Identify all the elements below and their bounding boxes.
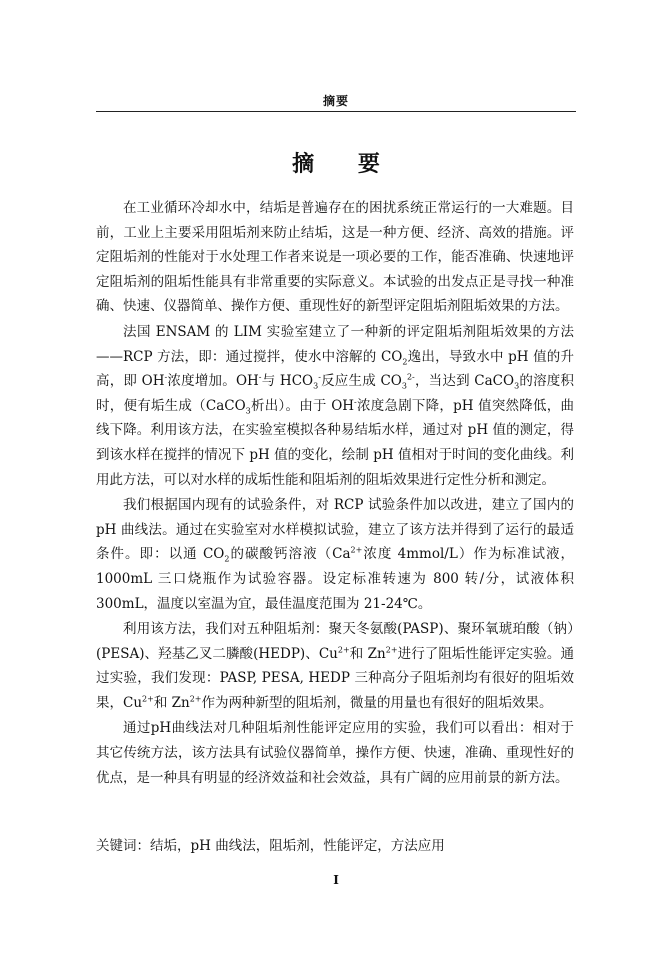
page-title: 摘 要: [292, 151, 398, 177]
paragraph-2: 法国 ENSAM 的 LIM 实验室建立了一种新的评定阻垢剂阻垢效果的方法——RCP 方法，即：通过搅拌，使水中溶解的 $CO_2$逸出，导致水中 pH 值的升高，即 OH-浓度增加。OH-与 $HCO_3^-$反应生成 $CO_3^{2-}$，当达到 CaCO$_3$的溶度积时，便有垢生成（CaCO$_3$析出）。由于 OH-浓度急剧下降，pH 值突然降低，曲线下降。利用该方法，在实验室模拟各种易结垢水样，通过对 pH 值的测定，得到该水样在搅拌的情况下 pH 值的变化，绘制 pH 值相对于时间的变化曲线。利用此方法，可以对水样的成垢性能和阻垢剂的阻垢效果进行定性分析和测定。: [96, 323, 575, 488]
paragraph-1: 在工业循环冷却水中，结垢是普遍存在的困扰系统正常运行的一大难题。目前，工业上主要采用阻垢剂来防止结垢，这是一种方便、经济、高效的措施。评定阻垢剂的性能对于水处理工作者来说是一项必要的工作，能否准确、快速地评定阻垢剂的阻垢性能具有非常重要的实际意义。本试验的出发点正是寻找一种准确、快速、仪器简单、操作方便、重现性好的新型评定阻垢剂阻垢效果的方法。: [96, 200, 574, 315]
header-rule: [96, 111, 576, 112]
paragraph-3: 我们根据国内现有的试验条件，对 RCP 试验条件加以改进，建立了国内的 pH 曲线法。通过在实验室对水样模拟试验，建立了该方法并得到了运行的最适条件。即：以通 $CO_2$的碳酸钙溶液（$Ca^{2+}$浓度 4mmol/L）作为标准试液，1000mL 三口烧瓶作为试验容器。设定标准转速为 800 转/分，试液体积 300mL，温度以室温为宜，最佳温度范围为 21-24℃。: [96, 497, 574, 612]
paragraph-4: 利用该方法，我们对五种阻垢剂：聚天冬氨酸(PASP)、聚环氧琥珀酸（钠）(PESA)、羟基乙叉二膦酸(HEDP)、$Cu^{2+}$和 $Zn^{2+}$进行了阻垢性能评定实验。通过实验，我们发现：PASP, PESA, HEDP 三种高分子阻垢剂均有很好的阻垢效果，$Cu^{2+}$和 $Zn^{2+}$作为两种新型的阻垢剂，微量的用量也有很好的阻垢效果。: [96, 621, 575, 711]
paragraph-5: 通过pH曲线法对几种阻垢剂性能评定应用的实验，我们可以看出：相对于其它传统方法，该方法具有试验仪器简单，操作方便、快速，准确、重现性好的优点，是一种具有明显的经济效益和社会效益，具有广阔的应用前景的新方法。: [96, 720, 574, 786]
page-number: I: [333, 873, 339, 887]
keywords-line: 关键词：结垢，pH 曲线法，阻垢剂，性能评定，方法应用: [96, 838, 445, 854]
running-header: 摘要: [322, 94, 349, 108]
abstract-body: [96, 196, 574, 791]
